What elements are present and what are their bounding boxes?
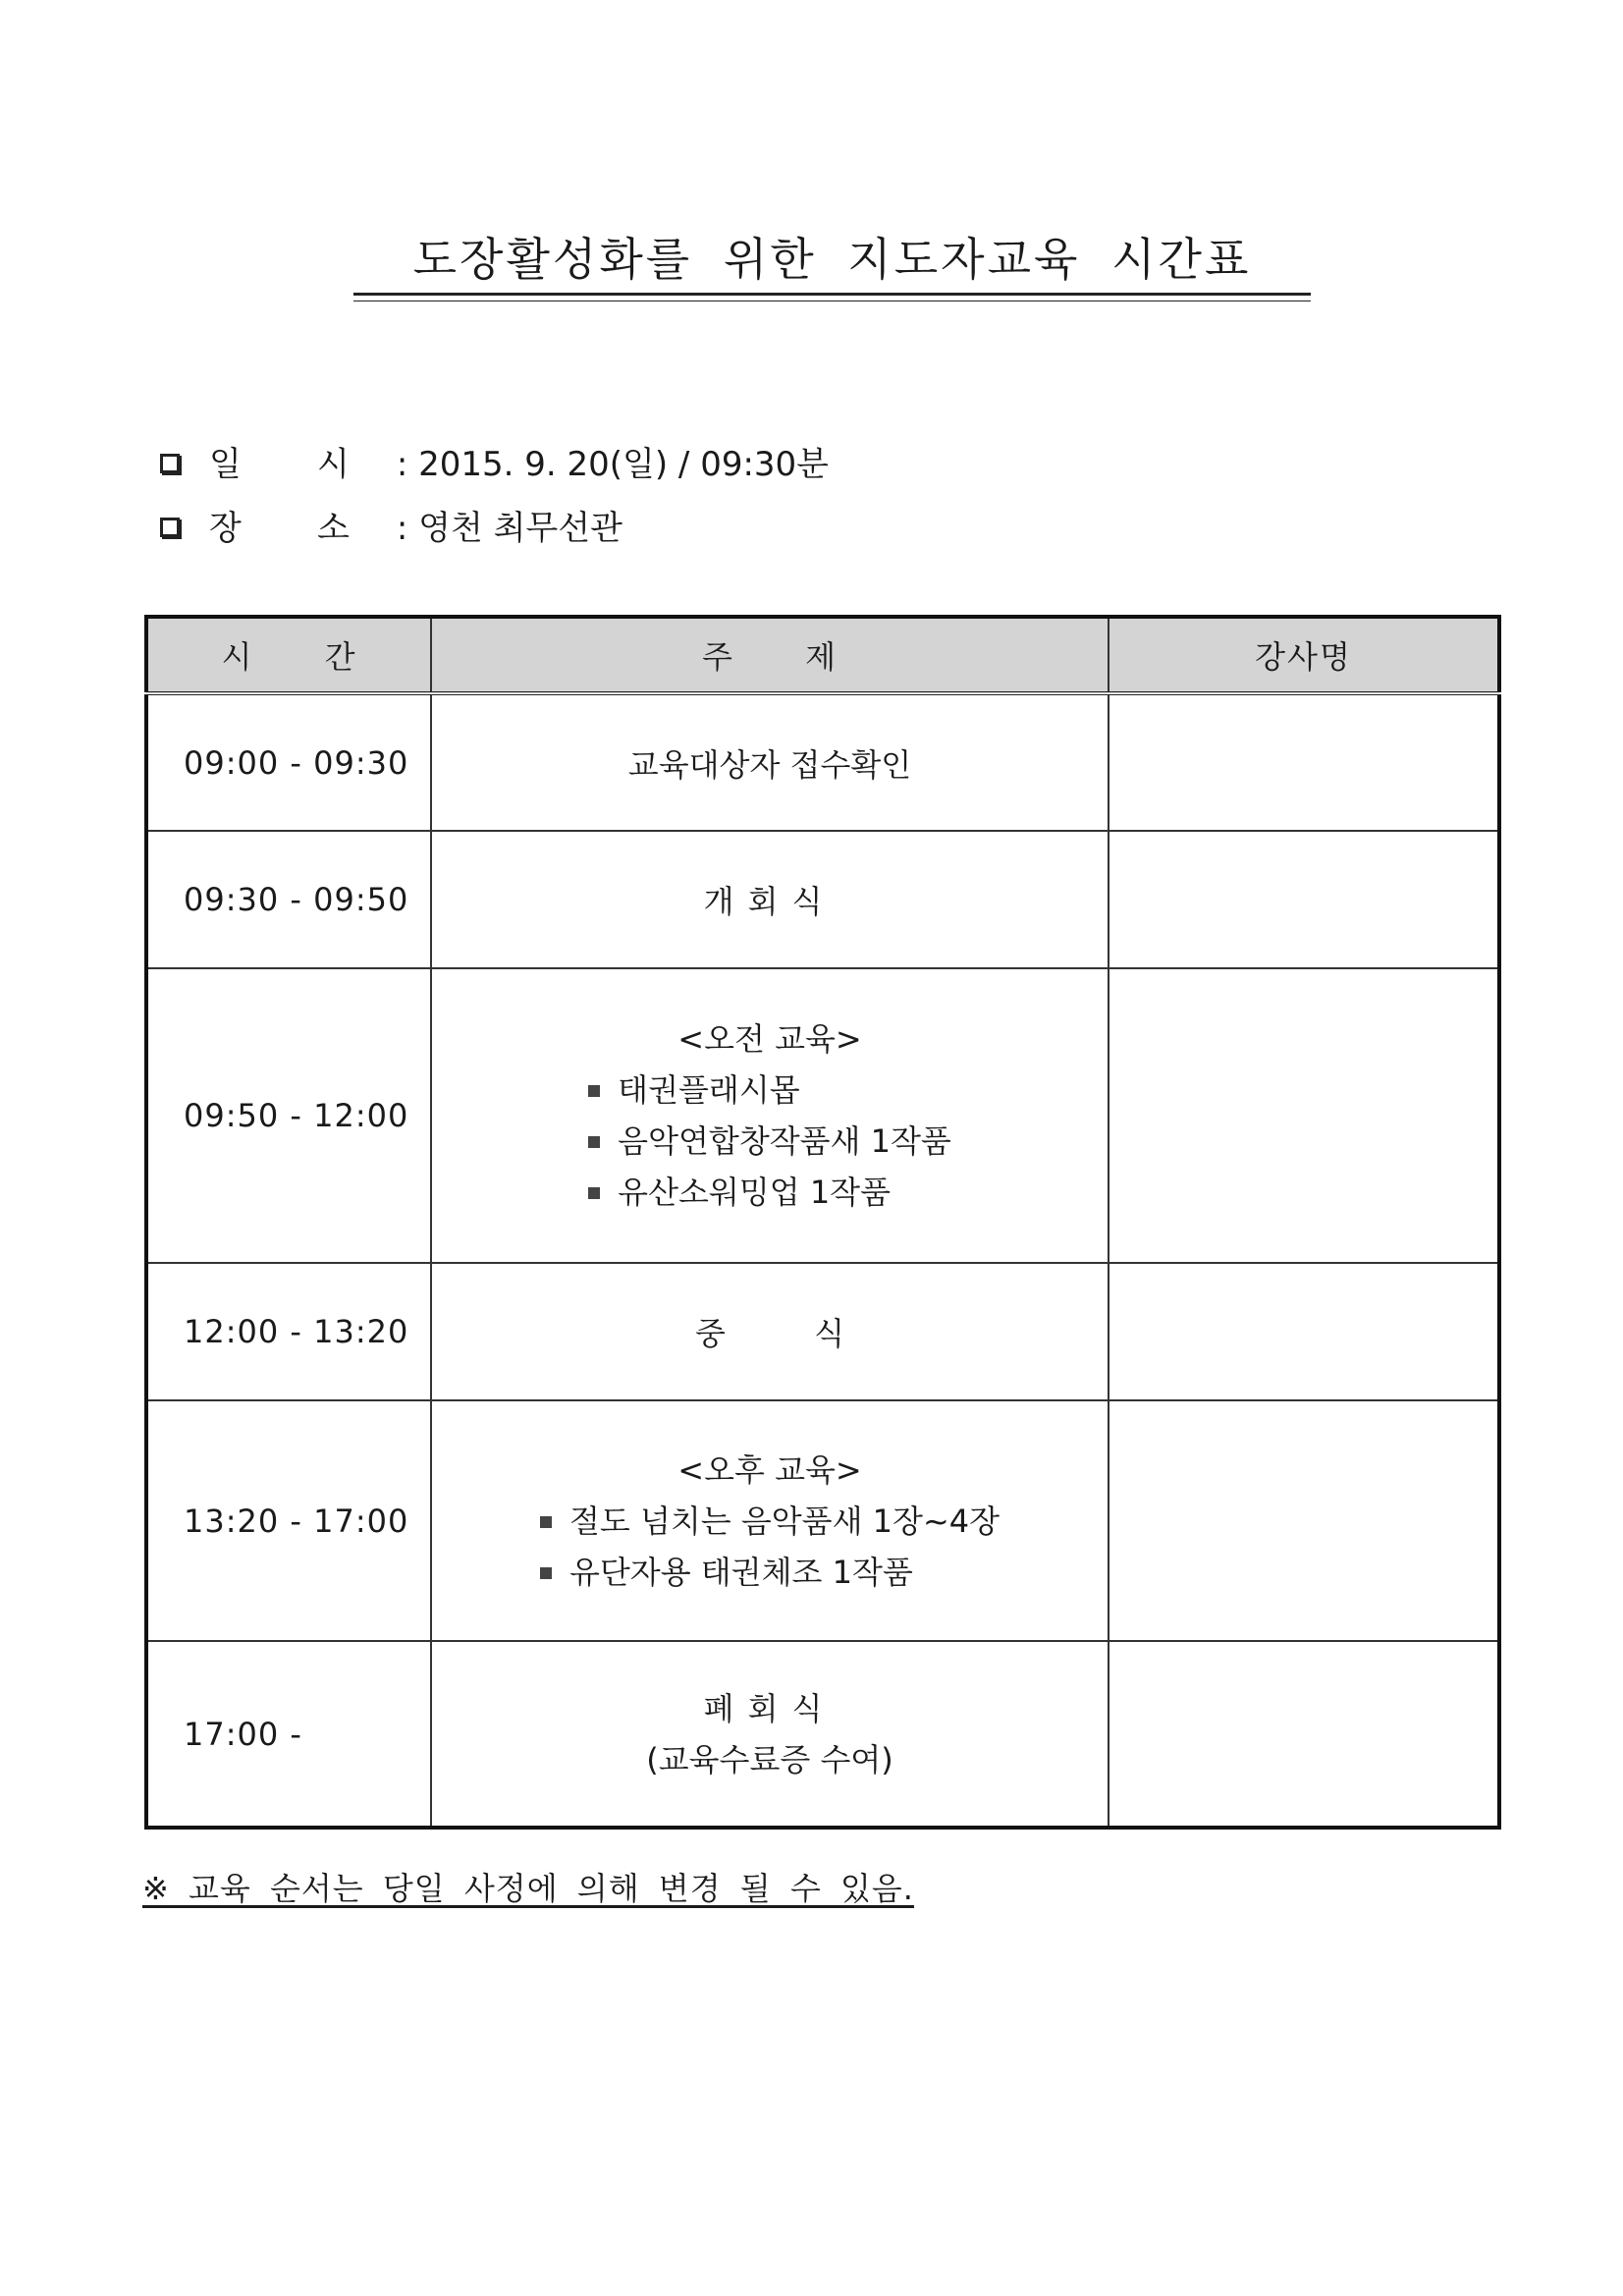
page-title: 도장활성화를 위한 지도자교육 시간표	[412, 233, 1252, 286]
bullet-square-icon	[540, 1516, 552, 1528]
bullet-square-icon	[588, 1085, 600, 1097]
row-time: 09:00 - 09:30	[146, 693, 431, 831]
info-label: 일 시	[209, 445, 350, 484]
info-date-value: 2015. 9. 20(일) / 09:30분	[418, 445, 830, 484]
session-items	[540, 1496, 1000, 1598]
footnote: ※ 교육 순서는 당일 사정에 의해 변경 될 수 있음.	[142, 1870, 914, 1907]
row-time: 13:20 - 17:00	[146, 1400, 431, 1641]
row-time: 09:50 - 12:00	[146, 968, 431, 1263]
row-time: 09:30 - 09:50	[146, 831, 431, 968]
checkbox-icon	[160, 454, 180, 473]
table-header-row	[146, 617, 1499, 693]
closing-topic: 폐회식	[703, 1689, 837, 1727]
info-separator: :	[396, 445, 408, 484]
table-row	[146, 968, 1499, 1263]
info-place-line	[160, 501, 622, 549]
bullet-square-icon	[540, 1567, 552, 1579]
table-row	[146, 1400, 1499, 1641]
row-topic: 교육대상자 접수확인	[431, 693, 1109, 831]
info-separator: :	[396, 509, 408, 548]
table-row	[146, 1641, 1499, 1828]
list-item: 유단자용 태권체조 1작품	[540, 1547, 1000, 1598]
title-underline	[353, 293, 1311, 296]
list-item: 절도 넘치는 음악품새 1장~4장	[540, 1496, 1000, 1547]
row-instructor	[1109, 1400, 1499, 1641]
header-instructor: 강사명	[1109, 617, 1499, 693]
row-time: 17:00 -	[146, 1641, 431, 1828]
row-instructor	[1109, 968, 1499, 1263]
bullet-square-icon	[588, 1187, 600, 1199]
checkbox-icon	[160, 518, 180, 537]
row-instructor	[1109, 693, 1499, 831]
closing-subtopic: (교육수료증 수여)	[646, 1740, 893, 1778]
session-heading: <오후 교육>	[677, 1450, 862, 1489]
info-date-line	[160, 437, 829, 485]
session-heading: <오전 교육>	[677, 1020, 862, 1058]
row-instructor	[1109, 831, 1499, 968]
row-topic: 중 식	[431, 1263, 1109, 1400]
row-instructor	[1109, 1263, 1499, 1400]
row-time: 12:00 - 13:20	[146, 1263, 431, 1400]
row-topic	[431, 1400, 1109, 1641]
title-block	[353, 224, 1311, 289]
table-row	[146, 831, 1499, 968]
row-instructor	[1109, 1641, 1499, 1828]
table-row	[146, 1263, 1499, 1400]
row-topic	[431, 1641, 1109, 1828]
header-time: 시 간	[146, 617, 431, 693]
info-label: 장 소	[209, 509, 350, 548]
table-row	[146, 693, 1499, 831]
bullet-square-icon	[588, 1136, 600, 1148]
header-topic: 주 제	[431, 617, 1109, 693]
schedule-table	[144, 615, 1501, 1830]
list-item: 태권플래시몹	[588, 1065, 951, 1116]
list-item: 유산소워밍업 1작품	[588, 1167, 951, 1218]
info-place-value: 영천 최무선관	[418, 509, 622, 548]
session-items	[588, 1065, 951, 1218]
row-topic	[431, 968, 1109, 1263]
list-item: 음악연합창작품새 1작품	[588, 1116, 951, 1167]
row-topic: 개회식	[431, 831, 1109, 968]
